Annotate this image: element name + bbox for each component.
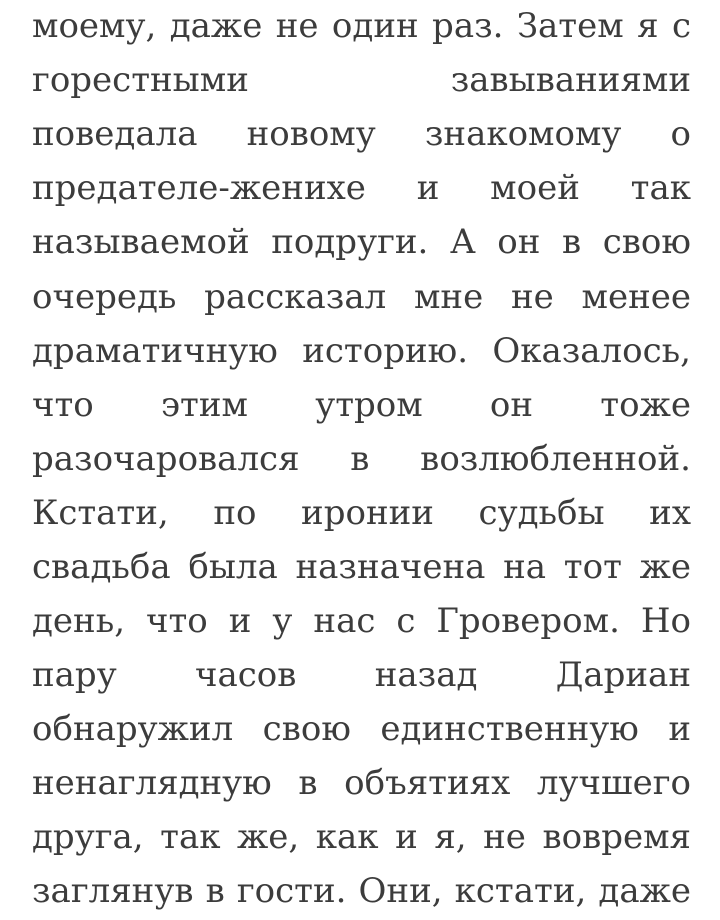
text-line: обнаружил свою единственную и [32,709,691,749]
text-line: поведала новому знакомому о [32,114,691,154]
text-line: предателе-женихе и моей так [32,168,691,208]
text-line: называемой подруги. А он в свою [32,222,691,262]
text-line: Кстати, по иронии судьбы их [32,493,691,533]
text-line: что этим утром он тоже [32,385,691,425]
text-line: ненаглядную в объятиях лучшего [32,763,691,803]
text-line: очередь рассказал мне не менее [32,277,691,317]
text-line: горестными завываниями [32,60,691,100]
text-line: день, что и у нас с Гровером. Но [32,601,691,641]
text-line: друга, так же, как и я, не вовремя [32,817,691,857]
text-line: драматичную историю. Оказалось, [32,331,691,371]
text-line: свадьба была назначена на тот же [32,547,691,587]
text-line: пару часов назад Дариан [32,655,691,695]
document-page [32,0,691,920]
text-line: заглянув в гости. Они, кстати, даже [32,871,691,911]
text-line: разочаровался в возлюбленной. [32,439,691,479]
text-line: моему, даже не один раз. Затем я с [32,6,691,46]
